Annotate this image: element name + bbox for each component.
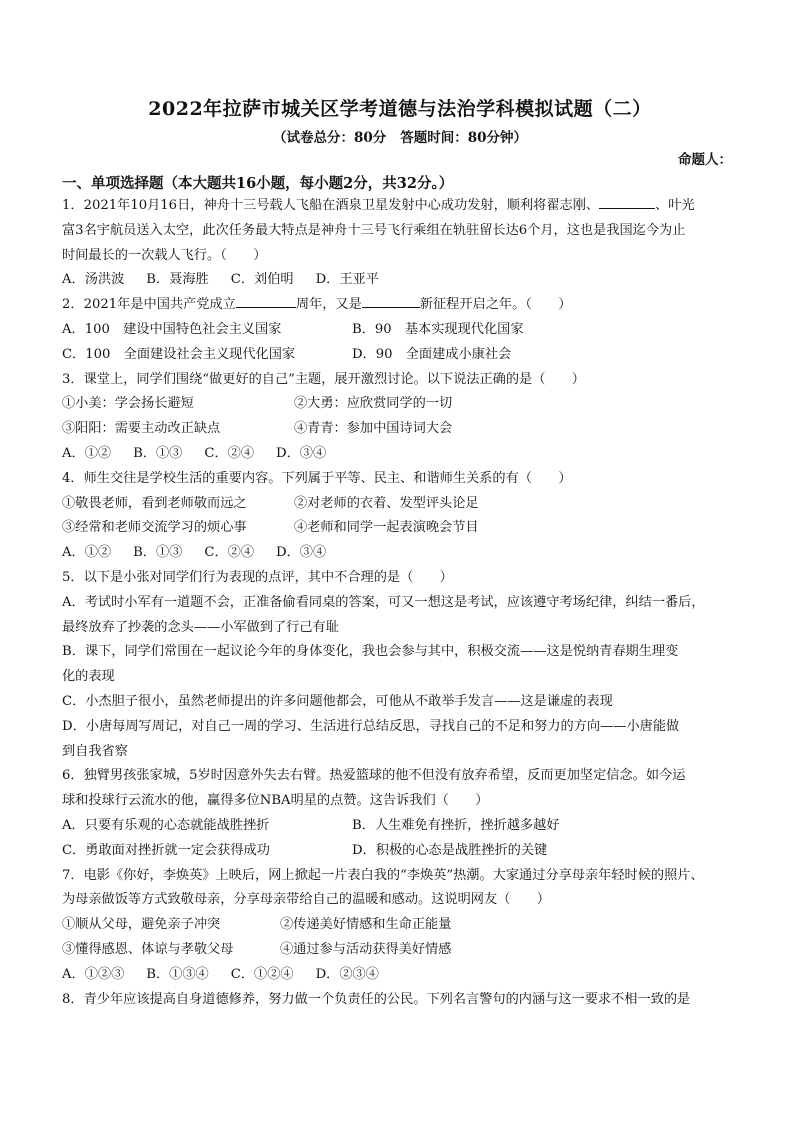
statements-row xyxy=(62,392,738,417)
options-row xyxy=(62,541,738,566)
question-7 xyxy=(62,864,738,988)
statement-4: ④通过参与活动获得美好情感 xyxy=(280,941,452,957)
option-d: D．②③④ xyxy=(315,966,379,982)
total-score: （试卷总分：80分 xyxy=(272,130,387,146)
statement-1: ①顺从父母，避免亲子冲突 xyxy=(62,917,221,933)
statement-3: ③经常和老师交流学习的烦心事 xyxy=(62,520,247,536)
question-3 xyxy=(62,368,738,467)
option-c: C．②④ xyxy=(204,545,255,561)
section-heading: 一、单项选择题（本大题共16小题，每小题2分，共32分。） xyxy=(62,175,454,192)
option-d: D．90 全面建成小康社会 xyxy=(352,346,512,362)
option-a-cont: 最终放弃了抄袭的念头——小军做到了行己有耻 xyxy=(62,619,339,635)
option-a: A．①②③ xyxy=(62,966,125,982)
question-stem: 7．电影《你好，李焕英》上映后，网上掀起一片表白我的“李焕英”热潮。大家通过分享母亲年轻时候的照片、 xyxy=(62,867,704,883)
option-c: C．小杰胆子很小，虽然老师提出的许多问题他都会，可他从不敢举手发言——这是谦虚的表现 xyxy=(62,693,613,709)
statements-row xyxy=(62,913,738,938)
exam-title: 2022年拉萨市城关区学考道德与法治学科模拟试题（二） xyxy=(148,98,652,120)
statements-row xyxy=(62,492,738,517)
option-b: B．人生难免有挫折，挫折越多越好 xyxy=(352,817,560,833)
exam-time: 答题时间：80分钟） xyxy=(400,130,528,146)
question-stem: 球和投球行云流水的他，赢得多位NBA明星的点赞。这告诉我们（ ） xyxy=(62,793,489,809)
question-1 xyxy=(62,194,738,293)
options-row xyxy=(62,343,738,368)
option-d: D．积极的心态是战胜挫折的关键 xyxy=(352,842,548,858)
options-row xyxy=(62,963,738,988)
option-a: A．100 建设中国特色社会主义国家 xyxy=(62,321,282,337)
statement-3: ③懂得感恩、体谅与孝敬父母 xyxy=(62,941,234,957)
option-c: C．100 全面建设社会主义现代化国家 xyxy=(62,346,296,362)
option-d: D．小唐每周写周记，对自己一周的学习、生活进行总结反思，寻找自己的不足和努力的方向——小唐能做 xyxy=(62,718,680,734)
option-d-cont: 到自我省察 xyxy=(62,743,128,759)
question-stem: 3．课堂上，同学们围绕“做更好的自己”主题，展开激烈讨论。以下说法正确的是（ ） xyxy=(62,371,585,387)
option-a: A．①② xyxy=(62,445,112,461)
option-d: D．③④ xyxy=(276,445,327,461)
stem-text: 2．2021年是中国共产党成立 xyxy=(62,297,236,313)
answer-blank xyxy=(362,293,420,308)
statement-1: ①小美：学会扬长避短 xyxy=(62,396,194,412)
option-c: C．②④ xyxy=(204,445,255,461)
statement-2: ②传递美好情感和生命正能量 xyxy=(280,917,452,933)
stem-text: 1．2021年10月16日，神舟十三号载人飞船在酒泉卫星发射中心成功发射，顺利将翟志刚、 xyxy=(62,198,600,213)
question-stem: 8．青少年应该提高自身道德修养，努力做一个负责任的公民。下列名言警句的内涵与这一要求不相一致的是 xyxy=(62,991,691,1007)
option-d: D．王亚平 xyxy=(315,272,379,288)
option-a: A．①② xyxy=(62,545,112,561)
question-5 xyxy=(62,566,738,764)
options-row xyxy=(62,839,738,864)
option-b: B．课下，同学们常围在一起议论今年的身体变化，我也会参与其中，积极交流——这是悦纳青春期生理变 xyxy=(62,644,679,660)
statements-row xyxy=(62,938,738,963)
answer-blank xyxy=(599,194,655,209)
option-b: B．①③ xyxy=(133,445,183,461)
options-row xyxy=(62,268,738,293)
exam-page xyxy=(62,96,738,1012)
stem-text: 周年，又是 xyxy=(295,297,362,313)
question-stem: 6．独臂男孩张家城，5岁时因意外失去右臂。热爱篮球的他不但没有放弃希望，反而更加坚定信念。如今运 xyxy=(62,768,686,784)
options-row xyxy=(62,814,738,839)
question-stem xyxy=(62,293,738,318)
stem-text: 新征程开启之年。（ ） xyxy=(419,297,572,313)
statement-4: ④青青：参加中国诗词大会 xyxy=(294,421,453,437)
option-c: C．勇敢面对挫折就一定会获得成功 xyxy=(62,842,270,858)
statements-row xyxy=(62,417,738,442)
question-stem: 4．师生交往是学校生活的重要内容。下列属于平等、民主、和谐师生关系的有（ ） xyxy=(62,470,572,486)
statement-2: ②对老师的衣着、发型评头论足 xyxy=(294,495,479,511)
question-8 xyxy=(62,988,738,1013)
question-stem: 富3名宇航员送入太空，此次任务最大特点是神舟十三号飞行乘组在轨驻留长达6个月，这也是我国迄今为止 xyxy=(62,222,686,238)
question-stem: 5．以下是小张对同学们行为表现的点评，其中不合理的是（ ） xyxy=(62,569,453,585)
statement-3: ③阳阳：需要主动改正缺点 xyxy=(62,421,221,437)
question-4 xyxy=(62,467,738,566)
option-a: A．汤洪波 xyxy=(62,272,125,288)
options-row xyxy=(62,318,738,343)
question-2 xyxy=(62,293,738,367)
option-a: A．只要有乐观的心态就能战胜挫折 xyxy=(62,817,270,833)
question-stem: 为母亲做饭等方式致敬母亲，分享母亲带给自己的温暖和感动。这说明网友（ ） xyxy=(62,892,550,908)
option-d: D．③④ xyxy=(276,545,327,561)
question-6 xyxy=(62,764,738,863)
stem-text: 、叶光 xyxy=(655,198,695,213)
statement-2: ②大勇：应欣赏同学的一切 xyxy=(294,396,453,412)
author-label: 命题人： xyxy=(678,152,732,168)
option-c: C．刘伯明 xyxy=(230,272,294,288)
question-stem: 时间最长的一次载人飞行。（ ） xyxy=(62,247,267,263)
question-stem xyxy=(62,194,738,219)
option-a: A．考试时小军有一道题不会，正准备偷看同桌的答案，可又一想这是考试，应该遵守考场纪律，纠结一番后， xyxy=(62,594,705,610)
statement-1: ①敬畏老师，看到老师敬而远之 xyxy=(62,495,247,511)
option-b: B．①③④ xyxy=(146,966,209,982)
exam-meta xyxy=(62,129,738,147)
option-b-cont: 化的表现 xyxy=(62,669,115,685)
option-b: B．90 基本实现现代化国家 xyxy=(352,321,524,337)
option-b: B．①③ xyxy=(133,545,183,561)
statement-4: ④老师和同学一起表演晚会节目 xyxy=(294,520,479,536)
statements-row xyxy=(62,516,738,541)
option-c: C．①②④ xyxy=(230,966,294,982)
answer-blank xyxy=(236,293,296,308)
option-b: B．聂海胜 xyxy=(146,272,209,288)
options-row xyxy=(62,442,738,467)
